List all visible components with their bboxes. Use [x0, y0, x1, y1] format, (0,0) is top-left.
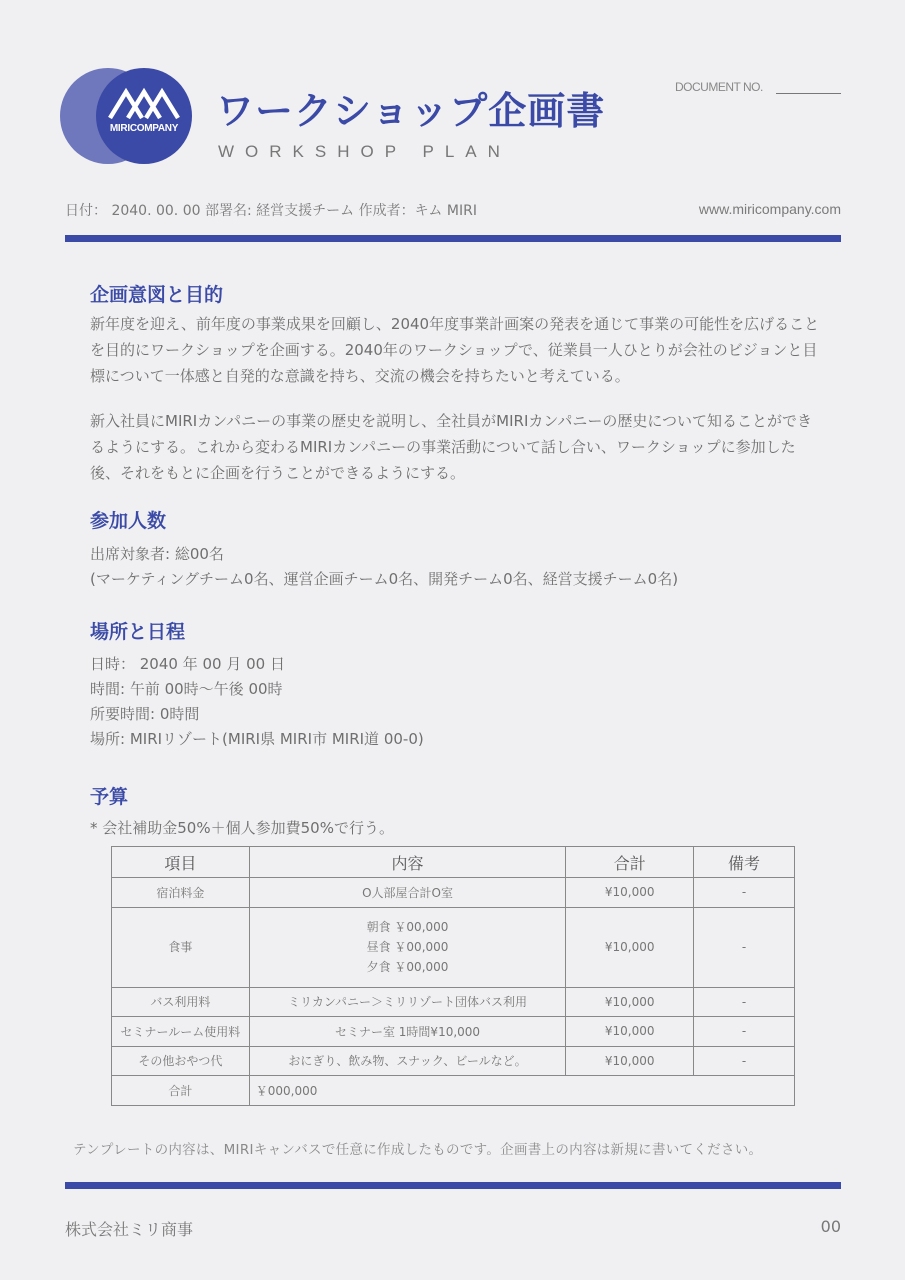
table-row [112, 878, 795, 908]
company-logo [60, 68, 200, 164]
cell-remark: - [694, 1017, 795, 1047]
section-title-purpose: 企画意図と目的 [90, 284, 224, 306]
column-header-remark: 備考 [694, 847, 795, 878]
cell-item: バス利用料 [112, 987, 250, 1017]
participants-breakdown: (マーケティングチーム0名、運営企画チーム0名、開発チーム0名、経営支援チーム0名) [90, 570, 679, 588]
template-note: テンプレートの内容は、MIRIキャンバスで任意に作成したものです。企画書上の内容は新規に書いてください。 [73, 1142, 763, 1158]
section-title-schedule: 場所と日程 [90, 621, 186, 643]
page-number: 00 [820, 1217, 841, 1236]
cell-total: ¥10,000 [566, 1046, 694, 1076]
column-header-total: 合計 [566, 847, 694, 878]
document-number-label: DOCUMENT NO. [675, 80, 763, 94]
cell-item: 宿泊料金 [112, 878, 250, 908]
cell-remark: - [694, 987, 795, 1017]
budget-note: * 会社補助金50%＋個人参加費50%で行う。 [90, 819, 394, 837]
table-row [112, 907, 795, 987]
cell-item: 食事 [112, 907, 250, 987]
cell-remark: - [694, 907, 795, 987]
meal-lunch: 昼食 ￥00,000 [366, 940, 449, 954]
document-subtitle: WORKSHOP PLAN [218, 142, 511, 161]
schedule-details [90, 652, 820, 752]
section-title-budget: 予算 [90, 786, 129, 808]
sum-label: 合計 [112, 1076, 250, 1106]
website-url: www.miricompany.com [698, 201, 841, 217]
cell-content [249, 907, 566, 987]
table-row [112, 1046, 795, 1076]
purpose-paragraph-1: 新年度を迎え、前年度の事業成果を回顧し、2040年度事業計画案の発表を通じて事業の可能性を広げることを目的にワークショップを企画する。2040年のワークショップで、従業員一人ひとりが会社のビジョンと目標について一体感と自発的な意識を持ち、交流の機会を持ちたいと考えている。 [90, 315, 820, 385]
cell-total: ¥10,000 [566, 907, 694, 987]
cell-content: おにぎり、飲み物、スナック、ビールなど。 [249, 1046, 566, 1076]
schedule-date: 日時： 2040 年 00 月 00 日 [90, 655, 285, 673]
table-header-row [112, 847, 795, 878]
meal-dinner: 夕食 ￥00,000 [366, 960, 449, 974]
participants-total: 出席対象者: 総00名 [90, 545, 224, 563]
cell-total: ¥10,000 [566, 1017, 694, 1047]
cell-content: セミナー室 1時間¥10,000 [249, 1017, 566, 1047]
schedule-location: 場所: MIRIリゾート(MIRI県 MIRI市 MIRI道 00-0) [90, 730, 424, 748]
header-divider [65, 235, 841, 242]
cell-content: O人部屋合計O室 [249, 878, 566, 908]
cell-item: セミナールーム使用料 [112, 1017, 250, 1047]
meal-breakfast: 朝食 ￥00,000 [366, 920, 449, 934]
cell-total: ¥10,000 [566, 987, 694, 1017]
budget-table [111, 846, 795, 1106]
document-meta: 日付： 2040. 00. 00 部署名: 経営支援チーム 作成者：キム MIRI [65, 203, 477, 219]
schedule-duration: 所要時間: 0時間 [90, 705, 200, 723]
participants-details [90, 542, 820, 592]
purpose-paragraph-2: 新入社員にMIRIカンパニーの事業の歴史を説明し、全社員がMIRIカンパニーの歴史について知ることができるようにする。これから変わるMIRIカンパニーの事業活動について話し合い、ワークショップに参加した後、それをもとに企画を行うことができるようにする。 [90, 412, 813, 482]
table-row [112, 1017, 795, 1047]
column-header-content: 内容 [249, 847, 566, 878]
cell-remark: - [694, 878, 795, 908]
section-title-participants: 参加人数 [90, 510, 167, 532]
table-row [112, 987, 795, 1017]
document-number-field [776, 93, 841, 94]
cell-total: ¥10,000 [566, 878, 694, 908]
mountain-icon [108, 86, 180, 120]
schedule-time: 時間: 午前 00時～午後 00時 [90, 680, 283, 698]
cell-item: その他おやつ代 [112, 1046, 250, 1076]
sum-value: ￥000,000 [249, 1076, 794, 1106]
column-header-item: 項目 [112, 847, 250, 878]
cell-content: ミリカンパニー＞ミリリゾート団体バス利用 [249, 987, 566, 1017]
footer-divider [65, 1182, 841, 1189]
cell-remark: - [694, 1046, 795, 1076]
table-sum-row [112, 1076, 795, 1106]
logo-text: MIRICOMPANY [109, 123, 179, 134]
footer-company-name: 株式会社ミリ商事 [65, 1220, 194, 1239]
document-title: ワークショップ企画書 [216, 89, 606, 133]
